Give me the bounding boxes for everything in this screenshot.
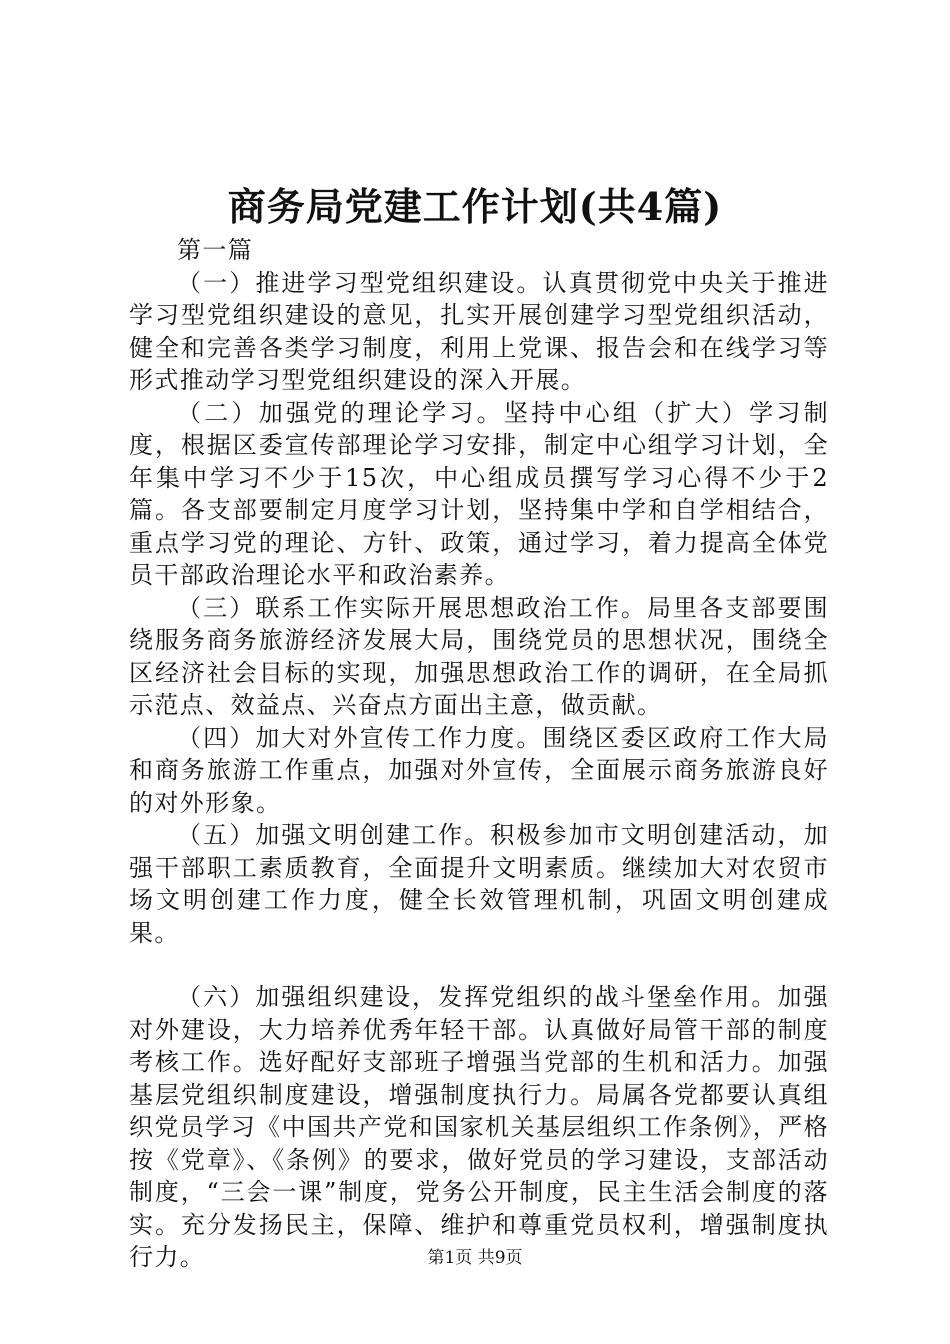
paragraph-2: （二）加强党的理论学习。坚持中心组（扩大）学习制度，根据区委宣传部理论学习安排，制定中心组学习计划，全年集中学习不少于15次，中心组成员撰写学习心得不少于2篇。各支部要制定月度学习计划，坚持集中学和自学相结合，重点学习党的理论、方针、政策，通过学习，着力提高全体党员干部政治理论水平和政治素养。 — [129, 398, 829, 589]
section-heading: 第一篇 — [177, 236, 254, 264]
document-body — [129, 234, 829, 1274]
paragraph-3: （三）联系工作实际开展思想政治工作。局里各支部要围绕服务商务旅游经济发展大局，围绕党员的思想状况，围绕全区经济社会目标的实现，加强思想政治工作的调研，在全局抓示范点、效益点、兴奋点方面出主意，做贡献。 — [129, 593, 829, 719]
document-title: 商务局党建工作计划(共4篇) — [227, 184, 723, 229]
paragraph-5: （五）加强文明创建工作。积极参加市文明创建活动，加强干部职工素质教育，全面提升文明素质。继续加大对农贸市场文明创建工作力度，健全长效管理机制，巩固文明创建成果。 — [129, 821, 829, 947]
paragraph-4: （四）加大对外宣传工作力度。围绕区委区政府工作大局和商务旅游工作重点，加强对外宣传，全面展示商务旅游良好的对外形象。 — [129, 723, 829, 817]
page-footer: 第1页 共9页 — [427, 1248, 523, 1268]
paragraph-6: （六）加强组织建设，发挥党组织的战斗堡垒作用。加强对外建设，大力培养优秀年轻干部。认真做好局管干部的制度考核工作。选好配好支部班子增强当党部的生机和活力。加强基层党组织制度建设，增强制度执行力。局属各党都要认真组织党员学习《中国共产党和国家机关基层组织工作条例》，严格按《党章》、《条例》的要求，做好党员的学习建设，支部活动制度，“三会一课”制度，党务公开制度，民主生活会制度的落实。充分发扬民主，保障、维护和尊重党员权利，增强制度执行力。 — [129, 983, 829, 1271]
paragraph-1: （一）推进学习型党组织建设。认真贯彻党中央关于推进学习型党组织建设的意见，扎实开展创建学习型党组织活动，健全和完善各类学习制度，利用上党课、报告会和在线学习等形式推动学习型党组织建设的深入开展。 — [129, 268, 829, 394]
